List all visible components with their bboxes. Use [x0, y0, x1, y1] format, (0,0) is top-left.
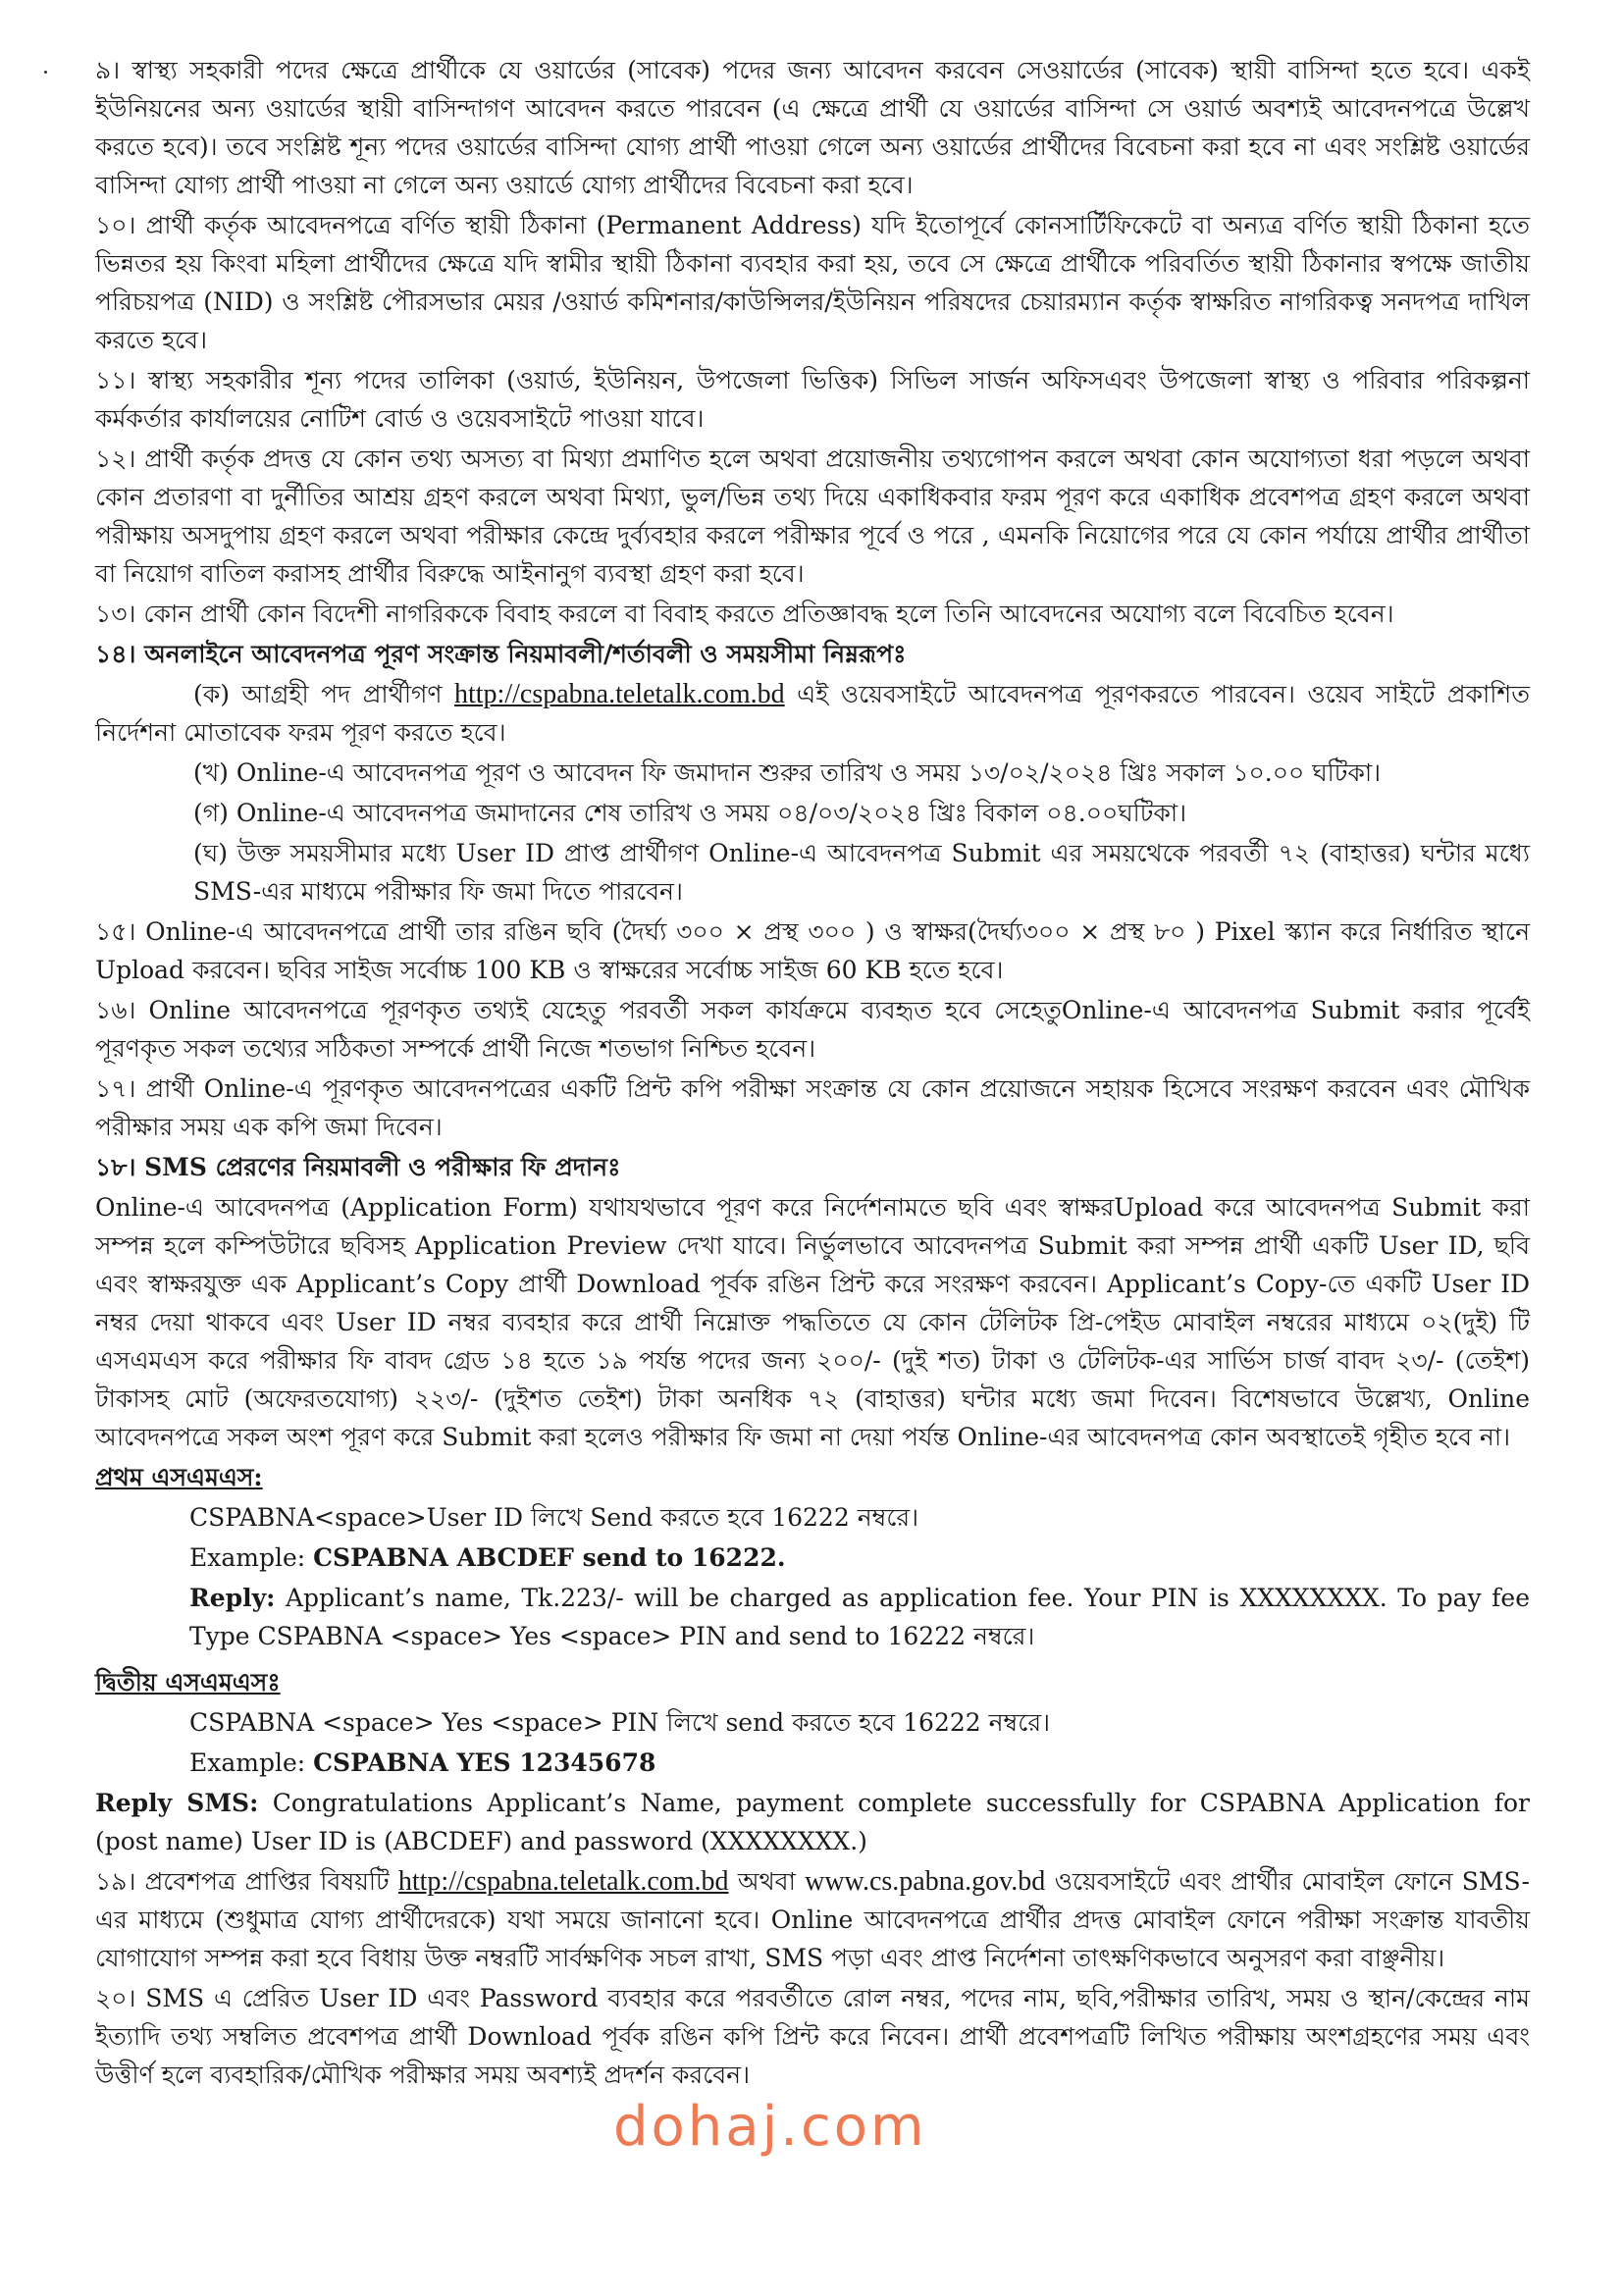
clause-14-ga: (গ) Online-এ আবেদনপত্র জমাদানের শেষ তারিখ ও সময় ০৪/০৩/২০২৪ খ্রিঃ বিকাল ০৪.০০ঘটিকা। — [193, 799, 1187, 827]
clause-18-body: Online-এ আবেদনপত্র (Application Form) যথাযথভাবে পূরণ করে নির্দেশনামতে ছবি এবং স্বাক্ষরUpload করে আবেদনপত্র Submit করা সম্পন্ন হলে কম্পিউটারে ছবিসহ Application Preview দেখা যাবে। নির্ভুলভাবে আবেদনপত্র Submit করা সম্পন্ন প্রার্থী একটি User ID, ছবি এবং স্বাক্ষরযুক্ত এক Applicant’s Copy প্রার্থী Download পূর্বক রঙিন প্রিন্ট করে সংরক্ষণ করবেন। Applicant’s Copy-তে একটি User ID নম্বর দেয়া থাকবে এবং User ID নম্বর ব্যবহার করে প্রার্থী নিম্নোক্ত পদ্ধতিতে যে কোন টেলিটক প্রি-পেইড মোবাইল নম্বরের মাধ্যমে ০২(দুই) টি এসএমএস করে পরীক্ষার ফি বাবদ গ্রেড ১৪ হতে ১৯ পর্যন্ত পদের জন্য ২০০/- (দুই শত) টাকা ও টেলিটক-এর সার্ভিস চার্জ বাবদ ২৩/- (তেইশ) টাকাসহ মোট (অফেরতযোগ্য) ২২৩/- (দুইশত তেইশ) টাকা অনধিক ৭২ (বাহাত্তর) ঘন্টার মধ্যে জমা দিবেন। বিশেষভাবে উল্লেখ্য, Online আবেদনপত্রে সকল অংশ পূরণ করে Submit করা হলেও পরীক্ষার ফি জমা না দেয়া পর্যন্ত Online-এর আবেদনপত্র কোন অবস্থাতেই গৃহীত হবে না। — [95, 1193, 1530, 1451]
cs-pabna-site[interactable]: www.cs.pabna.gov.bd — [805, 1866, 1046, 1897]
second-sms-format: CSPABNA <space> Yes <space> PIN লিখে send করতে হবে 16222 নম্বরে। — [189, 1708, 1051, 1737]
reply-label: Reply: — [189, 1584, 276, 1612]
clause-19-post: ওয়েবসাইটে এবং প্রার্থীর মোবাইল ফোনে SMS-এর মাধ্যমে (শুধুমাত্র যোগ্য প্রার্থীদেরকে) যথা সময়ে জানানো হবে। Online আবেদনপত্রে প্রার্থীর প্রদত্ত মোবাইল ফোনে পরীক্ষা সংক্রান্ত যাবতীয় যোগাযোগ সম্পন্ন করা হবে বিধায় উক্ত নম্বরটি সার্বক্ষণিক সচল রাখা, SMS পড়া এবং প্রাপ্ত নির্দেশনা তাৎক্ষণিকভাবে অনুসরণ করা বাঞ্ছনীয়। — [95, 1867, 1530, 1972]
clause-10: ১০। প্রার্থী কর্তৃক আবেদনপত্রে বর্ণিত স্থায়ী ঠিকানা (Permanent Address) যদি ইতোপূর্বে কোনসার্টিফিকেটে বা অন্যত্র বর্ণিত স্থায়ী ঠিকানা হতে ভিন্নতর হয় কিংবা মহিলা প্রার্থীদের ক্ষেত্রে যদি স্বামীর স্থায়ী ঠিকানা ব্যবহার করা হয়, তবে সে ক্ষেত্রে প্রার্থীকে পরিবর্তিত স্থায়ী ঠিকানার স্বপক্ষে জাতীয় পরিচয়পত্র (NID) ও সংশ্লিষ্ট পৌরসভার মেয়র /ওয়ার্ড কমিশনার/কাউন্সিলর/ইউনিয়ন পরিষদের চেয়ারম্যান কর্তৃক স্বাক্ষরিত নাগরিকত্ব সনদপত্র দাখিল করতে হবে। — [95, 211, 1530, 354]
clause-14-ka-post: এই ওয়েবসাইটে আবেদনপত্র পূরণকরতে পারবেন। ওয়েব সাইটে প্রকাশিত নির্দেশনা মোতাবেক ফরম পূরণ করতে হবে। — [95, 680, 1530, 747]
scan-speck — [44, 71, 47, 74]
clause-20: ২০। SMS এ প্রেরিত User ID এবং Password ব্যবহার করে পরবর্তীতে রোল নম্বর, পদের নাম, ছবি,পরীক্ষার তারিখ, সময় ও স্থান/কেন্দ্রের নাম ইত্যাদি তথ্য সম্বলিত প্রবেশপত্র প্রার্থী Download পূর্বক রঙিন কপি প্রিন্ট করে নিবেন। প্রার্থী প্রবেশপত্রটি লিখিত পরীক্ষায় অংশগ্রহণের সময় এবং উত্তীর্ণ হলে ব্যবহারিক/মৌখিক পরীক্ষার সময় অবশ্যই প্রদর্শন করবেন। — [95, 1984, 1530, 2089]
clause-9: ৯। স্বাস্থ্য সহকারী পদের ক্ষেত্রে প্রার্থীকে যে ওয়ার্ডের (সাবেক) পদের জন্য আবেদন করবেন সেওয়ার্ডের (সাবেক) স্থায়ী বাসিন্দা হতে হবে। একই ইউনিয়নের অন্য ওয়ার্ডের স্থায়ী বাসিন্দাগণ আবেদন করতে পারবেন (এ ক্ষেত্রে প্রার্থী যে ওয়ার্ডের বাসিন্দা সে ওয়ার্ড অবশ্যই আবেদনপত্রে উল্লেখ করতে হবে)। তবে সংশ্লিষ্ট শূন্য পদের ওয়ার্ডের বাসিন্দা যোগ্য প্রার্থী পাওয়া গেলে অন্য ওয়ার্ডের প্রার্থীদের বিবেচনা করা হবে না এবং সংশ্লিষ্ট ওয়ার্ডের বাসিন্দা যোগ্য প্রার্থী পাওয়া না গেলে অন্য ওয়ার্ডে যোগ্য প্রার্থীদের বিবেচনা করা হবে। — [95, 56, 1530, 199]
document-body — [95, 51, 1530, 2096]
second-sms-heading: দ্বিতীয় এসএমএসঃ — [95, 1668, 281, 1696]
clause-19-mid: অথবা — [728, 1867, 806, 1896]
second-sms-example — [95, 1744, 1530, 1782]
reply-sms-text: Congratulations Applicant’s Name, payment complete successfully for CSPABNA Application for (post name) User ID is (ABCDEF) and password (XXXXXXXX.) — [95, 1789, 1531, 1855]
reply-sms-label: Reply SMS: — [95, 1789, 259, 1817]
first-sms-reply — [95, 1579, 1530, 1655]
clause-14-gha: (ঘ) উক্ত সময়সীমার মধ্যে User ID প্রাপ্ত প্রার্থীগণ Online-এ আবেদনপত্র Submit এর সময়থেকে পরবর্তী ৭২ (বাহাত্তর) ঘন্টার মধ্যে SMS-এর মাধ্যমে পরীক্ষার ফি জমা দিতে পারবেন। — [193, 839, 1530, 906]
clause-14-ka — [95, 675, 1530, 752]
clause-16: ১৬। Online আবেদনপত্রে পূরণকৃত তথ্যই যেহেতু পরবর্তী সকল কার্যক্রমে ব্যবহৃত হবে সেহেতুOnline-এ আবেদনপত্র Submit করার পূর্বেই পূরণকৃত সকল তথ্যের সঠিকতা সম্পর্কে প্রার্থী নিজে শতভাগ নিশ্চিত হবেন। — [95, 996, 1530, 1063]
teletalk-link-2[interactable]: http://cspabna.teletalk.com.bd — [397, 1866, 729, 1897]
example-label: Example: — [189, 1748, 306, 1777]
example-label: Example: — [189, 1543, 306, 1572]
first-sms-heading: প্রথম এসএমএস: — [95, 1463, 263, 1491]
clause-12: ১২। প্রার্থী কর্তৃক প্রদত্ত যে কোন তথ্য অসত্য বা মিথ্যা প্রমাণিত হলে অথবা প্রয়োজনীয় তথ্যগোপন করলে অথবা কোন অযোগ্যতা ধরা পড়লে অথবা কোন প্রতারণা বা দুর্নীতির আশ্রয় গ্রহণ করলে অথবা মিথ্যা, ভুল/ভিন্ন তথ্য দিয়ে একাধিকবার ফরম পূরণ করে একাধিক প্রবেশপত্র গ্রহণ করলে অথবা পরীক্ষায় অসদুপায় গ্রহণ করলে অথবা পরীক্ষার কেন্দ্রে দুর্ব্যবহার করলে পরীক্ষার পূর্বে ও পরে , এমনকি নিয়োগের পরে যে কোন পর্যায়ে প্রার্থীর প্রার্থীতা বা নিয়োগ বাতিল করাসহ প্রার্থীর বিরুদ্ধে আইনানুগ ব্যবস্থা গ্রহণ করা হবে। — [95, 444, 1530, 588]
clause-14-heading: ১৪। অনলাইনে আবেদনপত্র পূরণ সংক্রান্ত নিয়মাবলী/শর্তাবলী ও সময়সীমা নিম্নরূপঃ — [95, 640, 907, 668]
reply-text: Applicant’s name, Tk.223/- will be charged as application fee. Your PIN is XXXXXXXX. To pay fee Type CSPABNA <space> Yes <space> PIN and send to 16222 নম্বরে। — [189, 1584, 1531, 1650]
example-text: CSPABNA YES 12345678 — [313, 1748, 656, 1777]
clause-19 — [95, 1862, 1530, 1977]
clause-11: ১১। স্বাস্থ্য সহকারীর শূন্য পদের তালিকা (ওয়ার্ড, ইউনিয়ন, উপজেলা ভিত্তিক) সিভিল সার্জন অফিসএবং উপজেলা স্বাস্থ্য ও পরিবার পরিকল্পনা কর্মকর্তার কার্যালয়ের নোটিশ বোর্ড ও ওয়েবসাইটে পাওয়া যাবে। — [95, 366, 1530, 433]
clause-13: ১৩। কোন প্রার্থী কোন বিদেশী নাগরিককে বিবাহ করলে বা বিবাহ করতে প্রতিজ্ঞাবদ্ধ হলে তিনি আবেদনের অযোগ্য বলে বিবেচিত হবেন। — [95, 600, 1394, 628]
clause-17: ১৭। প্রার্থী Online-এ পূরণকৃত আবেদনপত্রের একটি প্রিন্ট কপি পরীক্ষা সংক্রান্ত যে কোন প্রয়োজনে সহায়ক হিসেবে সংরক্ষণ করবেন এবং মৌখিক পরীক্ষার সময় এক কপি জমা দিবেন। — [95, 1074, 1530, 1141]
clause-14-kha: (খ) Online-এ আবেদনপত্র পূরণ ও আবেদন ফি জমাদান শুরুর তারিখ ও সময় ১৩/০২/২০২৪ খ্রিঃ সকাল ১০.০০ ঘটিকা। — [193, 758, 1382, 787]
teletalk-link[interactable]: http://cspabna.teletalk.com.bd — [454, 679, 785, 709]
first-sms-example — [95, 1539, 1530, 1577]
watermark-logo: dohaj.com — [613, 2095, 927, 2159]
clause-15: ১৫। Online-এ আবেদনপত্রে প্রার্থী তার রঙিন ছবি (দৈর্ঘ্য ৩০০ × প্রস্থ ৩০০ ) ও স্বাক্ষর(দৈর্ঘ্য৩০০ × প্রস্থ ৮০ ) Pixel স্ক্যান করে নির্ধারিত স্থানে Upload করবেন। ছবির সাইজ সর্বোচ্চ 100 KB ও স্বাক্ষরের সর্বোচ্চ সাইজ 60 KB হতে হবে। — [95, 917, 1530, 984]
clause-18-heading: ১৮। SMS প্রেরণের নিয়মাবলী ও পরীক্ষার ফি প্রদানঃ — [95, 1153, 621, 1181]
clause-19-pre: ১৯। প্রবেশপত্র প্রাপ্তির বিষয়টি — [95, 1867, 398, 1896]
reply-sms — [95, 1784, 1530, 1860]
first-sms-format: CSPABNA<space>User ID লিখে Send করতে হবে 16222 নম্বরে। — [189, 1503, 919, 1532]
example-text: CSPABNA ABCDEF send to 16222. — [313, 1543, 786, 1572]
clause-14-ka-pre: (ক) আগ্রহী পদ প্রার্থীগণ — [193, 680, 454, 708]
